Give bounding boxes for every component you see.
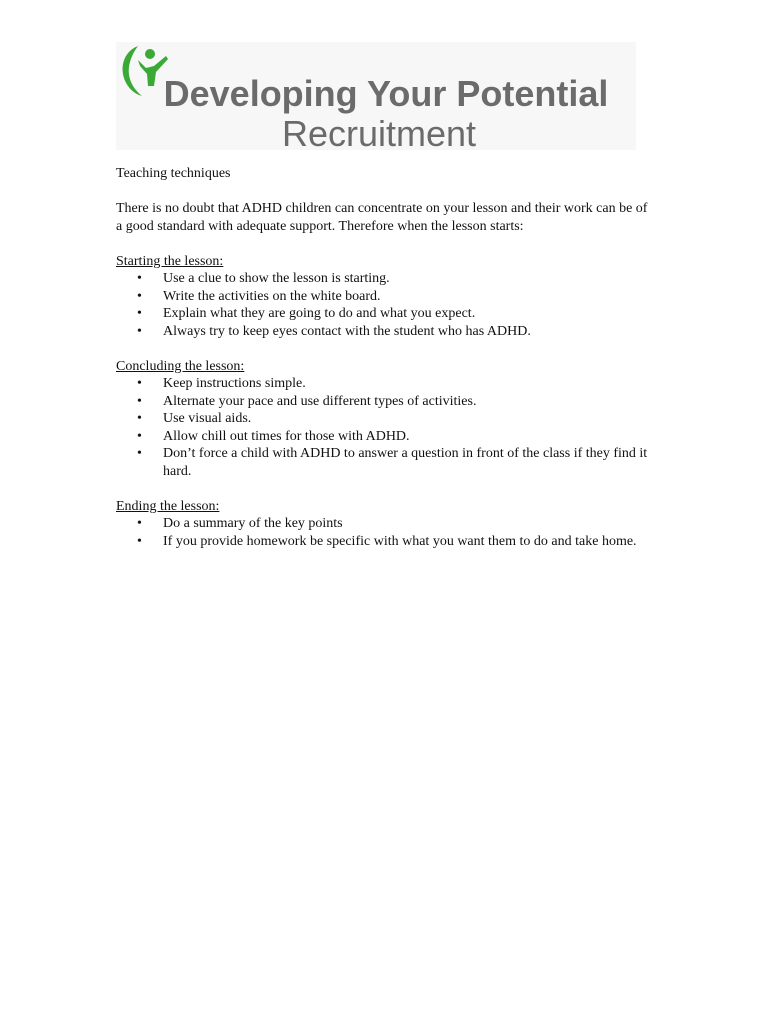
list-item	[116, 393, 651, 411]
bullet-icon: •	[137, 516, 142, 531]
list-item-text: Alternate your pace and use different types of activities.	[163, 393, 477, 409]
list-item	[116, 533, 651, 551]
list-item-text: Always try to keep eyes contact with the student who has ADHD.	[163, 323, 531, 339]
section-heading: Concluding the lesson:	[116, 358, 245, 374]
section-ending	[116, 498, 651, 551]
bullet-icon: •	[137, 323, 142, 339]
list-item-text: Do a summary of the key points	[163, 516, 343, 531]
list-item	[116, 323, 651, 341]
list-item-text: Keep instructions simple.	[163, 376, 306, 391]
bullet-icon: •	[137, 411, 142, 426]
bullet-icon: •	[137, 306, 142, 321]
list-item	[116, 428, 651, 446]
list-item	[116, 445, 651, 480]
section-heading: Starting the lesson:	[116, 253, 224, 269]
list-item	[116, 305, 651, 323]
bullet-list	[116, 375, 651, 480]
list-item-text: If you provide homework be specific with what you want them to do and take home.	[163, 533, 637, 549]
list-item	[116, 410, 651, 428]
page-subtitle: Recruitment	[281, 113, 477, 154]
list-item-text: Write the activities on the white board.	[163, 288, 381, 304]
page-title: Developing Your Potential	[163, 73, 609, 114]
bullet-icon: •	[137, 428, 142, 444]
bullet-icon: •	[137, 533, 142, 549]
document-header	[116, 42, 636, 154]
list-item	[116, 375, 651, 393]
list-item-text: Allow chill out times for those with ADHD.	[163, 428, 410, 444]
section-heading: Ending the lesson:	[116, 498, 220, 514]
intro-paragraph: There is no doubt that ADHD children can concentrate on your lesson and their work can be of a good standard with adequate support. Therefore when the lesson starts:	[116, 201, 648, 234]
intro-heading: Teaching techniques	[116, 166, 231, 181]
bullet-icon: •	[137, 288, 142, 304]
list-item	[116, 270, 651, 288]
bullet-icon: •	[137, 271, 142, 286]
list-item-text: Explain what they are going to do and what you expect.	[163, 306, 476, 321]
section-starting	[116, 253, 651, 341]
document-body	[116, 165, 651, 550]
bullet-icon: •	[137, 393, 142, 409]
section-concluding	[116, 358, 651, 481]
bullet-icon: •	[137, 446, 142, 461]
list-item-text: Don’t force a child with ADHD to answer a question in front of the class if they find it hard.	[163, 446, 648, 479]
bullet-list	[116, 270, 651, 340]
bullet-icon: •	[137, 376, 142, 391]
list-item-text: Use a clue to show the lesson is starting.	[163, 271, 390, 286]
list-item	[116, 515, 651, 533]
list-item-text: Use visual aids.	[163, 411, 252, 426]
bullet-list	[116, 515, 651, 550]
list-item	[116, 288, 651, 306]
